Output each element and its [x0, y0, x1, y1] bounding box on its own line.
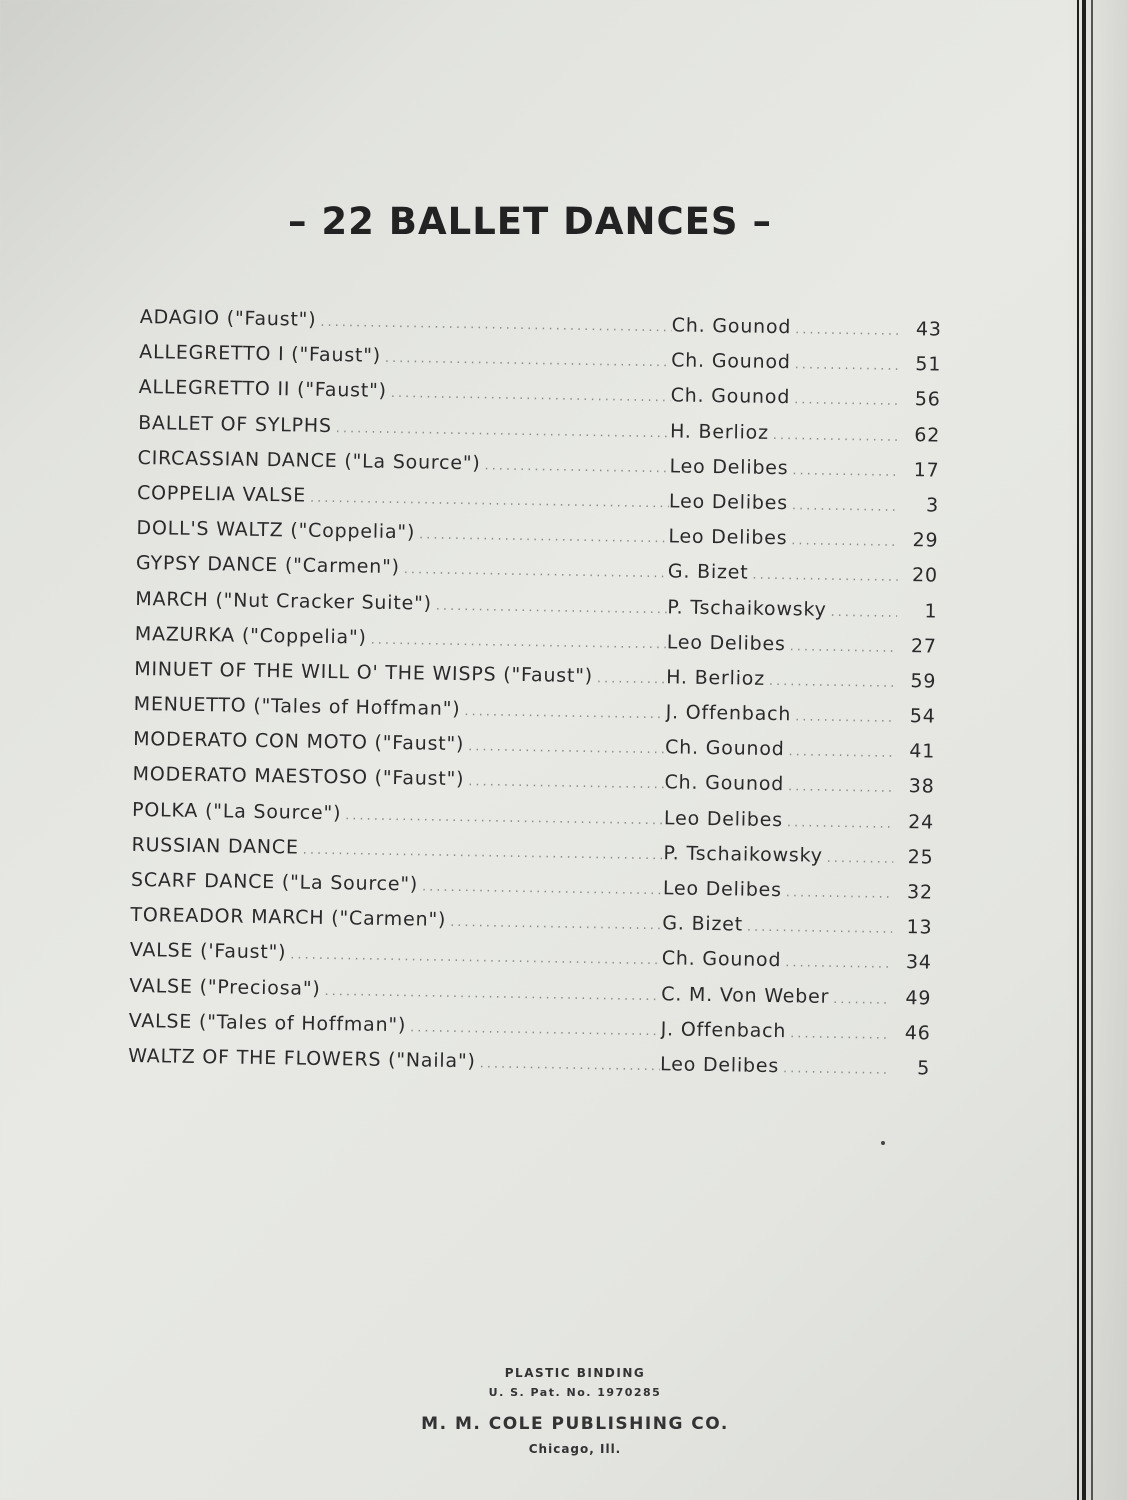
entry-composer: Ch. Gounod	[664, 771, 785, 796]
binding-edge-line	[1091, 0, 1093, 1500]
entry-title: SCARF DANCE ("La Source")	[130, 868, 419, 896]
leader-dots	[773, 428, 900, 445]
entry-composer: Leo Delibes	[663, 806, 784, 831]
entry-composer: H. Berlioz	[669, 419, 769, 444]
leader-dots	[468, 739, 665, 757]
entry-page-number: 13	[906, 916, 933, 939]
leader-dots	[788, 780, 895, 797]
entry-composer: Leo Delibes	[666, 631, 786, 655]
leader-dots	[792, 463, 899, 480]
entry-title: VALSE ('Faust")	[129, 939, 287, 964]
page-title: – 22 BALLET DANCES –	[288, 200, 772, 243]
leader-dots	[795, 709, 896, 726]
entry-composer: Leo Delibes	[668, 525, 788, 550]
entry-composer-cell	[661, 983, 891, 1009]
leader-dots	[464, 704, 665, 722]
entry-page-number: 49	[905, 986, 932, 1010]
leader-dots	[345, 808, 664, 828]
leader-dots	[783, 1061, 890, 1078]
entry-composer: Leo Delibes	[668, 490, 789, 515]
entry-composer-cell	[667, 596, 897, 622]
entry-composer-cell	[663, 877, 893, 903]
leader-dots	[391, 386, 671, 405]
entry-title: GYPSY DANCE ("Carmen")	[135, 552, 401, 579]
leader-dots	[385, 351, 671, 370]
entry-composer-cell	[662, 912, 892, 938]
entry-title: COPPELIA VALSE	[136, 481, 307, 507]
leader-dots	[790, 639, 897, 656]
entry-composer-cell	[670, 420, 900, 446]
entry-composer: Leo Delibes	[669, 455, 789, 479]
entry-title: WALTZ OF THE FLOWERS ("Naila")	[128, 1044, 476, 1073]
leader-dots	[752, 568, 898, 585]
leader-dots	[830, 604, 897, 620]
entry-composer-cell	[669, 490, 899, 516]
leader-dots	[788, 744, 895, 761]
entry-title: VALSE ("Preciosa")	[129, 974, 321, 1000]
entry-title: MARCH ("Nut Cracker Suite")	[135, 587, 432, 615]
entry-composer-cell	[666, 666, 896, 692]
leader-dots	[597, 671, 667, 687]
leader-dots	[290, 948, 662, 969]
entry-title: RUSSIAN DANCE	[131, 833, 299, 859]
entry-composer: C. M. Von Weber	[661, 982, 830, 1008]
entry-composer-cell	[668, 525, 898, 551]
entry-title: VALSE ("Tales of Hoffman")	[128, 1009, 407, 1037]
entry-page-number: 43	[915, 318, 942, 341]
entry-page-number: 32	[906, 881, 934, 904]
entry-composer: P. Tschaikowsky	[663, 842, 823, 867]
entry-title: MODERATO MAESTOSO ("Faust")	[132, 763, 465, 791]
entry-composer-cell	[672, 314, 902, 340]
paper-speck	[881, 1141, 885, 1145]
leader-dots	[795, 322, 902, 339]
entry-composer: P. Tschaikowsky	[667, 595, 827, 621]
entry-page-number: 29	[912, 529, 939, 552]
entry-title: ADAGIO ("Faust")	[139, 306, 317, 331]
leader-dots	[790, 1026, 891, 1043]
footer-patent: U. S. Pat. No. 1970285	[488, 1386, 662, 1399]
entry-title: POLKA ("La Source")	[131, 798, 342, 824]
leader-dots	[371, 632, 667, 652]
entry-composer: Ch. Gounod	[671, 349, 791, 374]
leader-dots	[795, 357, 902, 374]
leader-dots	[787, 815, 894, 832]
entry-page-number: 20	[911, 564, 939, 587]
entry-title: ALLEGRETTO I ("Faust")	[139, 341, 382, 367]
entry-title: ALLEGRETTO II ("Faust")	[138, 376, 388, 403]
entry-composer-cell	[669, 455, 899, 481]
entry-composer-cell	[668, 561, 898, 587]
leader-dots	[336, 421, 671, 441]
page-edge-shadow	[1067, 0, 1127, 1500]
entry-title: MINUET OF THE WILL O' THE WISPS ("Faust")	[134, 657, 594, 688]
entry-page-number: 41	[909, 740, 936, 763]
entry-composer-cell	[660, 1053, 890, 1079]
leader-dots	[410, 1020, 661, 1039]
entry-composer: Leo Delibes	[662, 877, 783, 902]
binding-edge-line	[1082, 0, 1086, 1500]
entry-page-number: 54	[909, 705, 936, 728]
entry-composer-cell	[670, 385, 900, 411]
leader-dots	[480, 1056, 661, 1074]
entry-composer: Ch. Gounod	[664, 736, 785, 761]
entry-composer-cell	[664, 807, 894, 833]
leader-dots	[827, 851, 894, 867]
footer-publisher: M. M. COLE PUBLISHING CO.	[421, 1414, 729, 1434]
entry-composer-cell	[663, 842, 893, 868]
entry-page-number: 1	[924, 599, 938, 623]
leader-dots	[450, 915, 662, 933]
entry-composer: H. Berlioz	[666, 666, 766, 690]
entry-page-number: 3	[925, 494, 940, 517]
leader-dots	[833, 992, 891, 1008]
leader-dots	[484, 458, 669, 476]
entry-title: MENUETTO ("Tales of Hoffman")	[133, 693, 461, 721]
entry-composer: Ch. Gounod	[670, 384, 791, 409]
entry-page-number: 62	[914, 423, 941, 447]
entry-page-number: 51	[915, 353, 942, 376]
entry-composer-cell	[666, 701, 896, 727]
leader-dots	[303, 842, 664, 863]
leader-dots	[792, 498, 899, 515]
leader-dots	[786, 885, 893, 902]
leader-dots	[324, 984, 661, 1004]
leader-dots	[769, 674, 896, 691]
entry-page-number: 27	[910, 634, 937, 658]
entry-title: CIRCASSIAN DANCE ("La Source")	[137, 446, 481, 475]
entry-page-number: 56	[914, 388, 941, 411]
leader-dots	[310, 491, 669, 512]
entry-title: TOREADOR MARCH ("Carmen")	[130, 904, 447, 932]
leader-dots	[320, 315, 672, 336]
leader-dots	[419, 528, 669, 547]
entry-title: MAZURKA ("Coppelia")	[134, 622, 367, 649]
leader-dots	[747, 920, 893, 937]
entry-composer: Ch. Gounod	[661, 947, 782, 972]
entry-composer: Ch. Gounod	[671, 314, 792, 339]
entry-composer-cell	[665, 737, 895, 763]
entry-title-cell	[140, 306, 672, 336]
leader-dots	[785, 956, 892, 973]
entry-page-number: 5	[917, 1057, 931, 1080]
entry-page-number: 34	[905, 951, 932, 974]
entry-page-number: 46	[904, 1021, 931, 1045]
entry-page-number: 24	[908, 810, 935, 834]
entry-composer: G. Bizet	[662, 912, 744, 936]
entry-composer-cell	[667, 631, 897, 657]
entry-page-number: 38	[908, 775, 935, 798]
footer-binding: PLASTIC BINDING	[504, 1366, 646, 1380]
entry-title: MODERATO CON MOTO ("Faust")	[133, 728, 465, 756]
leader-dots	[404, 562, 668, 581]
entry-page-number: 59	[910, 670, 937, 693]
entry-composer: Leo Delibes	[659, 1053, 780, 1078]
entry-composer: G. Bizet	[667, 560, 749, 584]
entry-page-number: 25	[907, 845, 934, 869]
leader-dots	[794, 393, 901, 410]
leader-dots	[791, 533, 898, 550]
entry-composer-cell	[661, 1018, 891, 1044]
leader-dots	[468, 775, 664, 793]
table-of-contents	[128, 306, 980, 1093]
leader-dots	[422, 880, 663, 899]
entry-composer-cell	[671, 350, 901, 376]
entry-composer: J. Offenbach	[660, 1018, 787, 1042]
footer-city: Chicago, Ill.	[528, 1442, 622, 1456]
entry-composer-cell	[664, 772, 894, 798]
entry-title: BALLET OF SYLPHS	[137, 411, 332, 437]
entry-title: DOLL'S WALTZ ("Coppelia")	[136, 517, 416, 544]
binding-edge-line	[1077, 0, 1079, 1500]
entry-composer-cell	[662, 948, 892, 974]
leader-dots	[436, 598, 668, 617]
entry-page-number: 17	[913, 458, 940, 482]
entry-composer: J. Offenbach	[665, 701, 792, 726]
